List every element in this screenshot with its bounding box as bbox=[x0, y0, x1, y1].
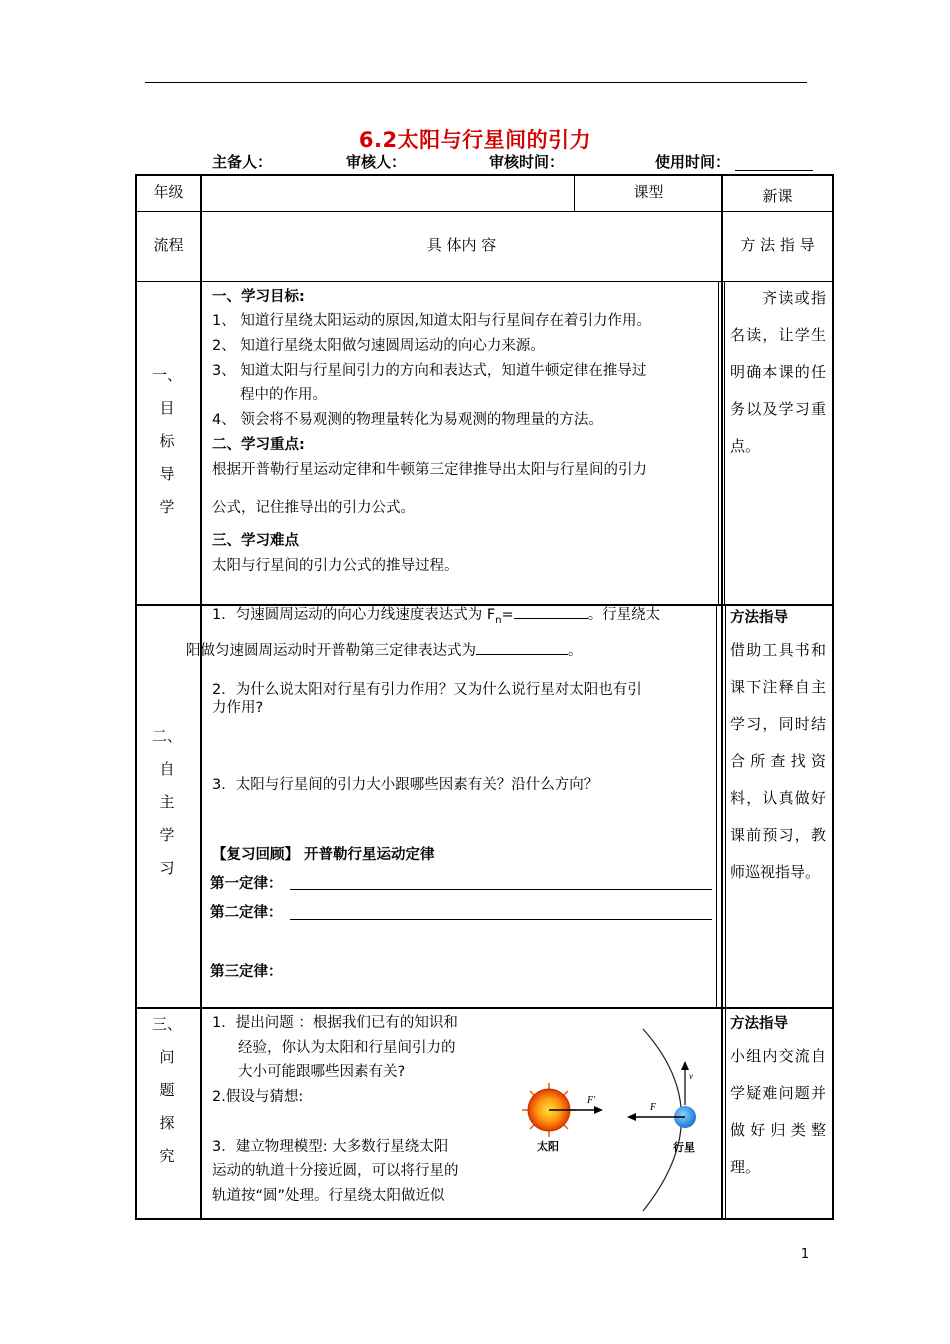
section1-objectives-heading: 一、学习目标: bbox=[212, 289, 305, 305]
use-time-blank bbox=[735, 170, 813, 171]
inquiry-step3: 3．建立物理模型: 大多数行星绕太阳 bbox=[212, 1139, 449, 1155]
column-flow: 流程 bbox=[153, 236, 184, 254]
lesson-type-label: 课型 bbox=[633, 183, 664, 201]
section2-method-text: 借助工具书和课下注释自主学习，同时结合所查找资料，认真做好课前预习，教师巡视指导。 bbox=[730, 641, 826, 881]
velocity-label: v bbox=[689, 1071, 693, 1081]
planet-label: 行星 bbox=[673, 1141, 695, 1154]
law1-label: 第一定律： bbox=[210, 876, 283, 892]
sun-planet-diagram bbox=[515, 1025, 715, 1215]
keypoint-text: 根据开普勒行星运动定律和牛顿第三定律推导出太阳与行星间的引力 bbox=[212, 462, 647, 478]
law1-blank[interactable] bbox=[290, 889, 712, 890]
column-content: 具 体内 容 bbox=[426, 236, 497, 254]
objective-item: 1、 知道行星绕太阳运动的原因,知道太阳与行星间存在着引力作用。 bbox=[212, 313, 651, 329]
answer-blank[interactable] bbox=[476, 640, 568, 655]
page-title: 6.2太阳与行星间的引力 bbox=[358, 128, 592, 152]
review-heading: 【复习回顾】 开普勒行星运动定律 bbox=[212, 847, 435, 863]
objective-item: 4、 领会将不易观测的物理量转化为易观测的物理量的方法。 bbox=[212, 412, 603, 428]
question-2-line2: 力作用? bbox=[212, 700, 264, 716]
force-f-label: F bbox=[650, 1102, 657, 1113]
section3-method-title: 方法指导 bbox=[730, 1016, 788, 1032]
grade-label: 年级 bbox=[153, 183, 184, 201]
objective-item: 2、 知道行星绕太阳做匀速圆周运动的向心力来源。 bbox=[212, 338, 545, 354]
question-3: 3．太阳与行星间的引力大小跟哪些因素有关？沿什么方向？ bbox=[212, 777, 599, 793]
inquiry-step1: 1．提出问题 ：根据我们已有的知识和 bbox=[212, 1015, 458, 1031]
use-time-label: 使用时间： bbox=[655, 153, 731, 171]
question-1-line1: 1．匀速圆周运动的向心力线速度表达式为 $F_n=$ 。行星绕太 bbox=[212, 604, 660, 632]
law2-blank[interactable] bbox=[290, 919, 712, 920]
lesson-type-value: 新课 bbox=[762, 187, 793, 205]
keypoint-text: 公式，记住推导出的引力公式。 bbox=[212, 500, 415, 516]
inquiry-step1-cont: 经验，你认为太阳和行星间引力的 bbox=[238, 1040, 456, 1056]
section2-method-title: 方法指导 bbox=[730, 610, 788, 626]
question-1-line2: 阳做匀速圆周运动时开普勒第三定律表达式为 。 bbox=[186, 640, 583, 663]
question-2-line1: 2．为什么说太阳对行星有引力作用？又为什么说行星对太阳也有引 bbox=[212, 682, 642, 698]
inquiry-step1-cont: 大小可能跟哪些因素有关? bbox=[238, 1064, 406, 1080]
difficulty-text: 太阳与行星间的引力公式的推导过程。 bbox=[212, 558, 459, 574]
section3-label: 三、 问 题 探 究 bbox=[151, 1015, 182, 1165]
review-time-label: 审核时间： bbox=[489, 153, 565, 171]
section1-method-text: 齐读或指名读，让学生明确本课的任务以及学习重点。 bbox=[730, 289, 826, 455]
inquiry-step3-cont: 运动的轨道十分接近圆，可以将行星的 bbox=[212, 1163, 459, 1179]
page-number: 1 bbox=[800, 1247, 810, 1262]
section2-label: 二、 自 主 学 习 bbox=[151, 727, 182, 877]
column-method: 方 法 指 导 bbox=[740, 236, 815, 254]
objective-item: 3、 知道太阳与行星间引力的方向和表达式，知道牛顿定律在推导过 bbox=[212, 363, 647, 379]
section1-label: 一、 目 标 导 学 bbox=[151, 366, 182, 516]
reviewer-label: 审核人： bbox=[346, 153, 407, 171]
objective-item: 程中的作用。 bbox=[240, 387, 327, 403]
inquiry-step2: 2.假设与猜想: bbox=[212, 1089, 304, 1105]
section1-difficulty-heading: 三、学习难点 bbox=[212, 533, 299, 549]
section1-keypoint-heading: 二、学习重点: bbox=[212, 437, 305, 453]
inquiry-step3-cont: 轨道按“圆”处理。行星绕太阳做近似 bbox=[212, 1188, 445, 1204]
section3-method-text: 小组内交流自学疑难问题并做好归类整理。 bbox=[730, 1047, 826, 1176]
sun-label: 太阳 bbox=[537, 1140, 559, 1153]
force-f-prime-label: F′ bbox=[587, 1095, 596, 1106]
law3-label: 第三定律： bbox=[210, 964, 283, 980]
header-rule bbox=[145, 82, 807, 83]
author-label: 主备人： bbox=[212, 153, 273, 171]
answer-blank[interactable] bbox=[514, 604, 588, 619]
law2-label: 第二定律： bbox=[210, 905, 283, 921]
